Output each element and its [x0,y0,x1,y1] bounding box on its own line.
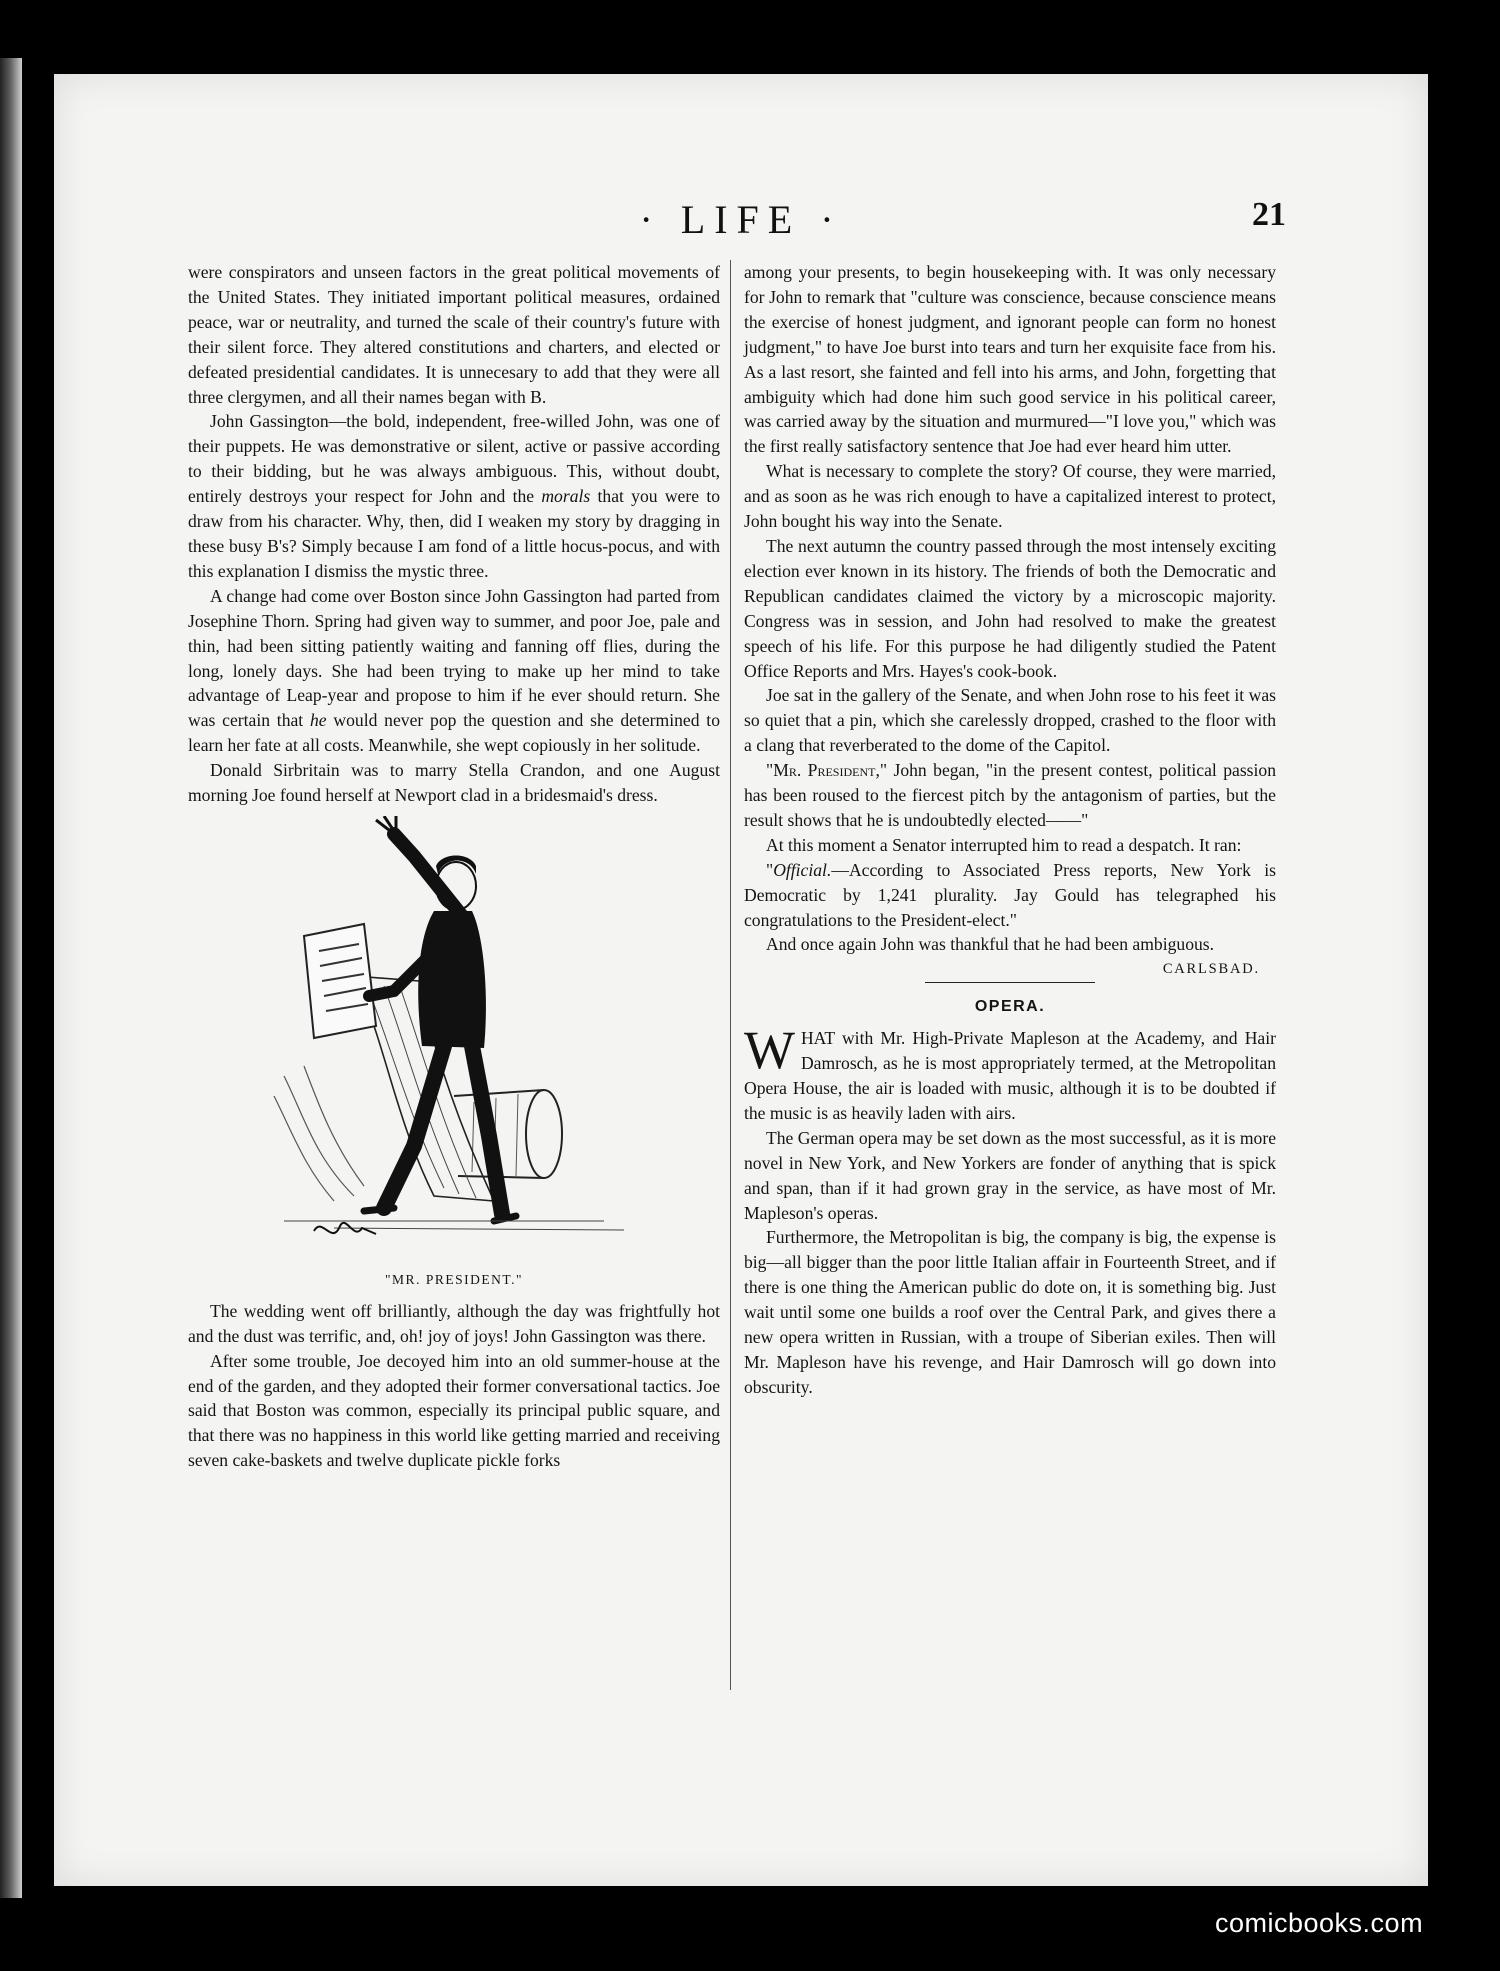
section-rule [925,982,1095,983]
paragraph: Joe sat in the gallery of the Senate, and when John rose to his feet it was so quiet that a pin, which she carelessly dropped, crashed to the floor with a clang that reverberated to the dome of the Capitol. [744,685,1276,756]
right-column [744,260,1276,1400]
italic-word: morals [541,486,591,507]
paragraph: After some trouble, Joe decoyed him into an old summer-house at the end of the garden, and they adopted their former conversational tactics. Joe said that Boston was common, especially its principal public square, and that there was no happiness in this world like getting married and receiving seven cake-baskets and twelve duplicate pickle forks [188,1350,720,1471]
left-column [188,260,720,1473]
illustration-mr-president [188,816,720,1266]
italic-word: Official. [773,859,832,880]
illustration-caption: "MR. PRESIDENT." [385,1271,523,1287]
paragraph: The next autumn the country passed through the most intensely exciting election ever known in its history. The friends of both the Democratic and Republican candidates claimed the victory by a microscopic majority. Congress was in session, and John had resolved to make the greatest speech of his life. For this purpose he had diligently studied the Patent Office Reports and Mrs. Hayes's cook-book. [744,535,1276,681]
author-signoff: CARLSBAD. [1162,961,1260,978]
paragraph: John Gassington—the bold, independent, free-willed John, was one of their puppets. He was demonstrative or silent, active or passive according to their bidding, but he was always ambiguous. This, without doubt, entirely destroys your respect for John and the morals that you were to draw from his character. Why, then, did I weaken my story by dragging in these busy B's? Simply because I am fond of a little hocus-pocus, and with this explanation I dismiss the mystic three. [188,411,720,581]
drop-cap: W [744,1020,795,1081]
orator-drawing [244,816,664,1266]
paragraph: "Mr. President," John began, "in the present contest, political passion has been roused to the fiercest pitch by the antagonism of parties, but the result shows that he is undoubtedly elected——" [744,760,1276,830]
paragraph: The German opera may be set down as the most successful, as it is more novel in New York, and New Yorkers are fonder of anything that is spick and span, than if it had grown gray in the service, as have most of Mr. Mapleson's operas. [744,1127,1276,1223]
paragraph: "Official.—According to Associated Press reports, New York is Democratic by 1,241 plurality. Jay Gould has telegraphed his congratulations to the President-elect." [744,859,1276,930]
watermark: comicbooks.com [1215,1908,1424,1938]
adjacent-page-edge [0,58,22,1898]
masthead-title: · LIFE · [639,197,843,242]
page-number: 21 [1252,196,1286,233]
paragraph: among your presents, to begin housekeeping with. It was only necessary for John to remark that "culture was conscience, because conscience means the exercise of honest judgment, and ignorant people can form no honest judgment," to have Joe burst into tears and turn her exquisite face from his. As a last resort, she fainted and fell into his arms, and John, forgetting that ambiguity which had done him such good service in his political career, was carried away by the situation and murmured—"I love you," which was the first really satisfactory sentence that Joe had ever heard him utter. [744,262,1276,457]
paragraph: At this moment a Senator interrupted him to read a despatch. It ran: [766,834,1242,855]
paragraph: were conspirators and unseen factors in the great political movements of the United States. They initiated important political measures, ordained peace, war or neutrality, and turned the scale of their country's future with their silent force. They altered constitutions and charters, and elected or defeated presidential candidates. It is unnecesary to add that they were all three clergymen, and all their names began with B. [188,262,720,407]
paragraph: WHAT with Mr. High-Private Mapleson at the Academy, and Hair Damrosch, as he is most appropriately termed, at the Metropolitan Opera House, the air is loaded with music, although it is to be doubted if the music is as heavily laden with airs. [744,1020,1276,1123]
column-divider [730,260,731,1690]
italic-word: he [310,710,327,731]
section-title-opera: OPERA. [974,998,1046,1016]
paragraph: What is necessary to complete the story? Of course, they were married, and as soon as he was rich enough to have a capitalized interest to protect, John bought his way into the Senate. [744,461,1276,532]
paragraph: Furthermore, the Metropolitan is big, the company is big, the expense is big—all bigger than the poor little Italian affair in Fourteenth Street, and if there is one thing the American public do dote on, it is something big. Just wait until some one builds a roof over the Central Park, and gives there a new opera written in Russian, with a troupe of Siberian exiles. Then will Mr. Mapleson have his revenge, and Hair Damrosch will go down into obscurity. [744,1227,1276,1397]
page-header [54,196,1428,256]
paragraph: The wedding went off brilliantly, although the day was frightfully hot and the dust was terrific, and, oh! joy of joys! John Gassington was there. [188,1300,720,1346]
paragraph: And once again John was thankful that he had been ambiguous. CARLSBAD. [744,932,1276,957]
small-caps-address: Mr. President, [773,760,880,781]
paragraph: A change had come over Boston since John Gassington had parted from Josephine Thorn. Spring had given way to summer, and poor Joe, pale and thin, had been sitting patiently waiting and fanning off flies, during the long, lonely days. She had been trying to make up her mind to take advantage of Leap-year and propose to him if he ever should return. She was certain that he would never pop the question and she determined to learn her fate at all costs. Meanwhile, she wept copiously in her solitude. [188,585,720,756]
paragraph: Donald Sirbritain was to marry Stella Crandon, and one August morning Joe found herself at Newport clad in a bridesmaid's dress. [188,760,720,806]
magazine-page [54,74,1428,1886]
